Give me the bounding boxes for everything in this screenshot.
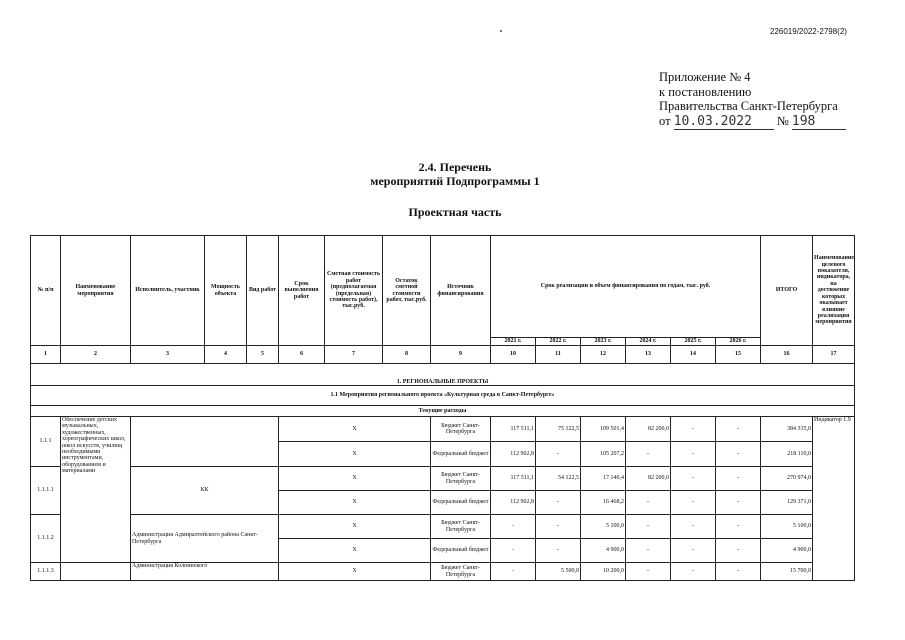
measure-name: Обеспечение детских музыкальных, художественных, хореографических школ, школ искусств, училищ необходимыми инструментами, оборудованием и материалами [61, 417, 131, 563]
col-number: 6 [279, 346, 325, 364]
value-2025: - [671, 442, 716, 467]
source-cell: Федеральный бюджет [431, 539, 491, 563]
title-line-2: мероприятий Подпрограммы 1 [370, 174, 540, 188]
row-number: 1.1.1.2 [31, 515, 61, 563]
value-2023: 16 468,2 [581, 491, 626, 515]
value-2026: - [716, 417, 761, 442]
x-mark: X [279, 442, 431, 467]
value-2022: 5 500,0 [536, 563, 581, 581]
appendix-line-3: Правительства Санкт-Петербурга [659, 99, 838, 113]
value-2024: - [626, 563, 671, 581]
number-label: № [776, 113, 789, 128]
source-cell: Бюджет Санкт-Петербурга [431, 563, 491, 581]
value-2021: 112 902,8 [491, 491, 536, 515]
x-mark: X [279, 539, 431, 563]
expense-type: Текущие расходы [31, 406, 855, 417]
title-line-1: 2.4. Перечень [418, 160, 492, 174]
value-total: 384 335,0 [761, 417, 813, 442]
table-row [31, 417, 855, 442]
value-total: 218 110,0 [761, 442, 813, 467]
col-number: 16 [761, 346, 813, 364]
value-2022: 54 122,5 [536, 467, 581, 491]
row-number: 1.1.1.1 [31, 467, 61, 515]
col-number: 13 [626, 346, 671, 364]
value-2025: - [671, 417, 716, 442]
header-total: ИТОГО [761, 236, 813, 346]
page-title [340, 160, 570, 188]
value-2021: - [491, 515, 536, 539]
column-numbers-row [31, 346, 855, 364]
appendix-block [659, 70, 846, 130]
indicator-cell: Индикатор 1.9 [813, 417, 855, 581]
value-2023: 5 100,0 [581, 515, 626, 539]
value-2021: 112 902,8 [491, 442, 536, 467]
executor-cell: Администрация Адмиралтейского района Санкт-Петербурга [131, 515, 279, 563]
executor-cell [131, 417, 279, 467]
col-number: 8 [383, 346, 431, 364]
value-2026: - [716, 515, 761, 539]
header-year: 2023 г. [581, 338, 626, 346]
col-number: 2 [61, 346, 131, 364]
header-period: Срок реализации и объем финансирования по годам, тыс. руб. [491, 236, 761, 338]
source-cell: Федеральный бюджет [431, 491, 491, 515]
table-row [31, 515, 855, 539]
col-number: 9 [431, 346, 491, 364]
value-2024: - [626, 442, 671, 467]
col-number: 17 [813, 346, 855, 364]
measure-name-continued [61, 563, 131, 581]
value-total: 15 700,0 [761, 563, 813, 581]
row-number: 1.1.1.3 [31, 563, 61, 581]
value-2022: 75 122,5 [536, 417, 581, 442]
col-number: 4 [205, 346, 247, 364]
page-subtitle: Проектная часть [408, 205, 502, 219]
appendix-number: 198 [792, 115, 846, 131]
value-2024: - [626, 491, 671, 515]
appendix-date-line [659, 114, 846, 131]
header-term: Срок выполнения работ [279, 236, 325, 346]
source-cell: Бюджет Санкт-Петербурга [431, 515, 491, 539]
header-executor: Исполнитель, участник [131, 236, 205, 346]
section-title: 1. РЕГИОНАЛЬНЫЕ ПРОЕКТЫ [31, 364, 855, 386]
value-2025: - [671, 491, 716, 515]
header-year: 2022 г. [536, 338, 581, 346]
col-number: 1 [31, 346, 61, 364]
header-name: Наименование мероприятия [61, 236, 131, 346]
header-capacity: Мощность объекта [205, 236, 247, 346]
measures-table [30, 235, 855, 581]
table-row [31, 467, 855, 491]
table-row [31, 563, 855, 581]
appendix-line-2: к постановлению [659, 84, 752, 99]
header-year: 2024 г. [626, 338, 671, 346]
value-2021: 117 511,1 [491, 467, 536, 491]
scan-dot [500, 30, 502, 32]
value-2025: - [671, 515, 716, 539]
value-2024: - [626, 515, 671, 539]
col-number: 5 [247, 346, 279, 364]
header-num: № п/п [31, 236, 61, 346]
value-2025: - [671, 539, 716, 563]
value-2022: - [536, 491, 581, 515]
header-year: 2025 г. [671, 338, 716, 346]
row-number: 1.1.1 [31, 417, 61, 467]
x-mark: X [279, 563, 431, 581]
col-number: 12 [581, 346, 626, 364]
value-2022: - [536, 515, 581, 539]
value-2021: - [491, 563, 536, 581]
from-label: от [659, 113, 671, 128]
x-mark: X [279, 467, 431, 491]
value-2023: 10 200,0 [581, 563, 626, 581]
header-year: 2021 г. [491, 338, 536, 346]
value-2025: - [671, 467, 716, 491]
value-2024: 82 200,0 [626, 417, 671, 442]
value-2026: - [716, 539, 761, 563]
executor-cell: КК [131, 467, 279, 515]
source-cell: Бюджет Санкт-Петербурга [431, 417, 491, 442]
value-2026: - [716, 467, 761, 491]
col-number: 11 [536, 346, 581, 364]
source-cell: Бюджет Санкт-Петербурга [431, 467, 491, 491]
appendix-date: 10.03.2022 [674, 115, 774, 131]
x-mark: X [279, 515, 431, 539]
col-number: 10 [491, 346, 536, 364]
header-remaining: Остаток сметной стоимости работ, тыс.руб. [383, 236, 431, 346]
header-source: Источник финансирования [431, 236, 491, 346]
value-total: 129 371,0 [761, 491, 813, 515]
document-number: 226019/2022-2798(2) [770, 27, 847, 36]
value-2023: 109 501,4 [581, 417, 626, 442]
x-mark: X [279, 491, 431, 515]
col-number: 14 [671, 346, 716, 364]
value-total: 4 900,0 [761, 539, 813, 563]
header-work-type: Вид работ [247, 236, 279, 346]
appendix-line-1: Приложение № 4 [659, 70, 751, 84]
header-estimate: Сметная стоимость работ (предполагаемая (предельная) стоимость работ), тыс.руб. [325, 236, 383, 346]
x-mark: X [279, 417, 431, 442]
value-2024: - [626, 539, 671, 563]
header-year: 2026 г. [716, 338, 761, 346]
value-2022: - [536, 539, 581, 563]
value-total: 270 974,0 [761, 467, 813, 491]
value-2025: - [671, 563, 716, 581]
value-2023: 105 207,2 [581, 442, 626, 467]
value-2023: 17 140,4 [581, 467, 626, 491]
header-indicator: Наименование целевого показателя, индикатора, на достижение которых оказывает влияние реализация мероприятия [813, 236, 855, 346]
value-total: 5 100,0 [761, 515, 813, 539]
value-2026: - [716, 442, 761, 467]
value-2026: - [716, 563, 761, 581]
source-cell: Федеральный бюджет [431, 442, 491, 467]
value-2021: - [491, 539, 536, 563]
value-2026: - [716, 491, 761, 515]
value-2021: 117 511,1 [491, 417, 536, 442]
value-2023: 4 900,0 [581, 539, 626, 563]
value-2024: 82 200,0 [626, 467, 671, 491]
col-number: 15 [716, 346, 761, 364]
col-number: 3 [131, 346, 205, 364]
project-title: 1.1 Мероприятия регионального проекта «Культурная среда в Санкт-Петербурге» [31, 386, 855, 406]
value-2022: - [536, 442, 581, 467]
col-number: 7 [325, 346, 383, 364]
executor-cell: Администрация Колпинского [131, 563, 279, 581]
